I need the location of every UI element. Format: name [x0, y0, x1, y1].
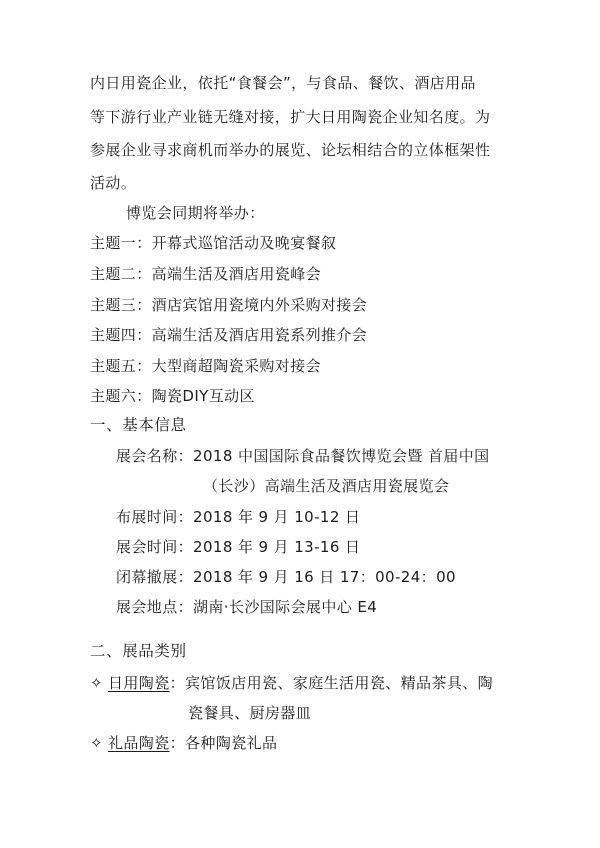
section1-heading: 一、基本信息	[90, 416, 187, 434]
category-item-daily-continued: 瓷餐具、厨房器皿	[188, 704, 312, 722]
setup-time: 布展时间：2018 年 9 月 10-12 日	[116, 508, 361, 526]
intro-line-3: 参展企业寻求商机而举办的展览、论坛相结合的立体框架性	[90, 141, 491, 159]
category-item-daily	[90, 673, 493, 693]
theme-item-5: 主题五：大型商超陶瓷采购对接会	[90, 357, 322, 375]
theme-item-1: 主题一：开幕式巡馆活动及晚宴餐叙	[90, 234, 337, 252]
venue: 展会地点：湖南·长沙国际会展中心 E4	[116, 598, 378, 616]
expo-name-line-1: 展会名称：2018 中国国际食品餐饮博览会暨 首届中国	[116, 447, 490, 465]
theme-item-4: 主题四：高端生活及酒店用瓷系列推介会	[90, 326, 368, 344]
intro-line-1: 内日用瓷企业，依托“食餐会”，与食品、餐饮、酒店用品	[90, 74, 476, 92]
category-item-gift	[90, 733, 277, 753]
category-separator: ：	[169, 674, 186, 692]
theme-item-6: 主题六：陶瓷DIY互动区	[90, 387, 255, 405]
intro-line-4: 活动。	[90, 174, 137, 192]
category-text: 各种陶瓷礼品	[185, 734, 278, 752]
expo-name-line-2: （长沙）高端生活及酒店用瓷展览会	[203, 477, 450, 495]
theme-item-3: 主题三：酒店宾馆用瓷境内外采购对接会	[90, 296, 368, 314]
intro-line-2: 等下游行业产业链无缝对接，扩大日用陶瓷企业知名度。为	[90, 108, 491, 126]
theme-item-2: 主题二：高端生活及酒店用瓷峰会	[90, 265, 322, 283]
category-text: 宾馆饭店用瓷、家庭生活用瓷、精品茶具、陶	[185, 674, 494, 692]
diamond-bullet-icon: ✧	[90, 734, 103, 752]
category-label: 日用陶瓷	[108, 674, 170, 692]
show-time: 展会时间：2018 年 9 月 13-16 日	[116, 538, 361, 556]
diamond-bullet-icon: ✧	[90, 674, 103, 692]
category-label: 礼品陶瓷	[108, 734, 170, 752]
closing-time: 闭幕撤展：2018 年 9 月 16 日 17：00-24：00	[116, 568, 456, 586]
themes-lead: 博览会同期将举办：	[126, 204, 265, 222]
section2-heading: 二、展品类别	[90, 642, 187, 660]
category-separator: ：	[169, 734, 186, 752]
